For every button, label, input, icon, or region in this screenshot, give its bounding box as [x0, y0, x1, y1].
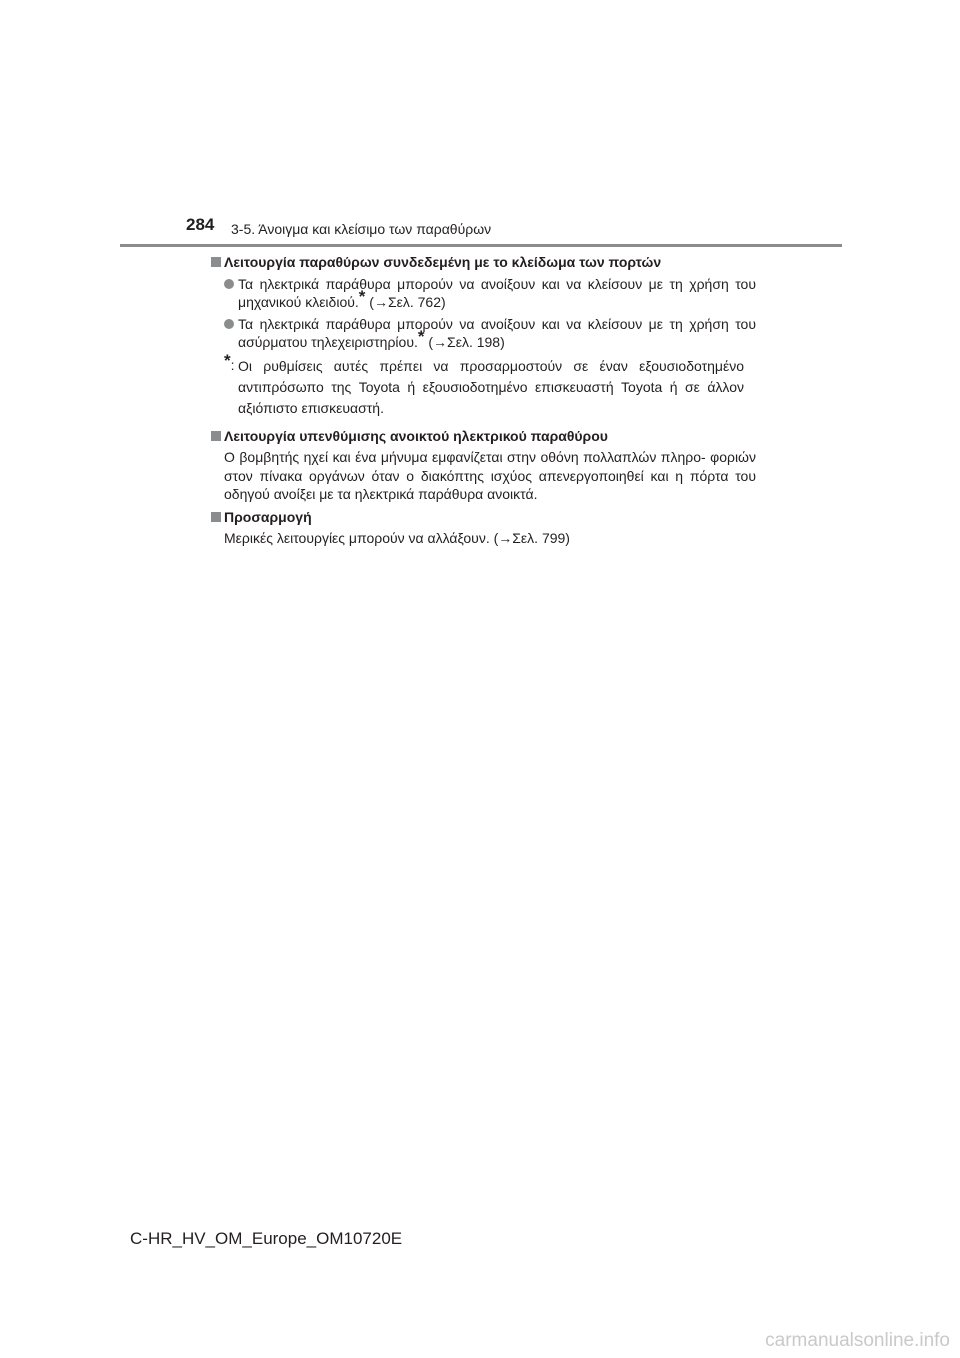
section-heading-window-lock: [211, 253, 756, 272]
list-item-text: Τα ηλεκτρικά παράθυρα μπορούν να ανοίξουν και να κλείσουν με τη χρήση του μηχανικού κλειδιού.* (→Σελ. 762): [238, 275, 756, 310]
list-item-text: Τα ηλεκτρικά παράθυρα μπορούν να ανοίξουν και να κλείσουν με τη χρήση του ασύρματου τηλεχειριστηρίου.* (→Σελ. 198): [238, 315, 756, 350]
asterisk-mark: *: [417, 327, 425, 346]
section-heading-text: Προσαρμογή: [224, 508, 312, 525]
circle-bullet-icon: [224, 279, 234, 289]
footnote: [224, 350, 756, 419]
watermark: carmanualsonline.info: [765, 1330, 950, 1351]
list-item: [224, 275, 756, 312]
square-bullet-icon: [211, 512, 221, 522]
page-reference-link[interactable]: (→Σελ. 762): [365, 294, 446, 310]
header-divider: [120, 244, 842, 247]
document-code: C-HR_HV_OM_Europe_OM10720E: [130, 1229, 403, 1248]
square-bullet-icon: [211, 257, 221, 267]
asterisk-mark: *: [358, 287, 366, 306]
circle-bullet-icon: [224, 319, 234, 329]
page-content: [211, 253, 756, 552]
page-number: 284: [186, 215, 215, 234]
list-item: [224, 315, 756, 352]
page-reference-link[interactable]: (→Σελ. 198): [424, 334, 505, 350]
footnote-mark: *:: [224, 350, 235, 373]
section-paragraph: Ο βομβητής ηχεί και ένα μήνυμα εμφανίζεται στην οθόνη πολλαπλών πληρο- φοριών στον πίνακα οργάνων όταν ο διακόπτης ισχύος απενεργοποιηθεί και η πόρτα του οδηγού ανοίξει με τα ηλεκτρικά παράθυρα ανοικτά.: [224, 449, 756, 502]
section-heading-text: Λειτουργία υπενθύμισης ανοικτού ηλεκτρικού παραθύρου: [224, 427, 608, 444]
section-heading-text: Λειτουργία παραθύρων συνδεδεμένη με το κλείδωμα των πορτών: [224, 254, 662, 270]
section-title: 3-5. Άνοιγμα και κλείσιμο των παραθύρων: [231, 221, 492, 237]
footnote-text: Οι ρυθμίσεις αυτές πρέπει να προσαρμοστούν σε έναν εξουσιοδοτημένο αντιπρόσωπο της Toyota ή εξουσιοδοτημένο επισκευαστή Toyota ή σε άλλον αξιόπιστο επισκευαστή.: [238, 357, 744, 416]
square-bullet-icon: [211, 431, 221, 441]
section-heading-customization: [211, 508, 756, 527]
section-paragraph: Μερικές λειτουργίες μπορούν να αλλάξουν. (→Σελ. 799): [224, 530, 570, 546]
section-heading-window-reminder: [211, 427, 756, 446]
